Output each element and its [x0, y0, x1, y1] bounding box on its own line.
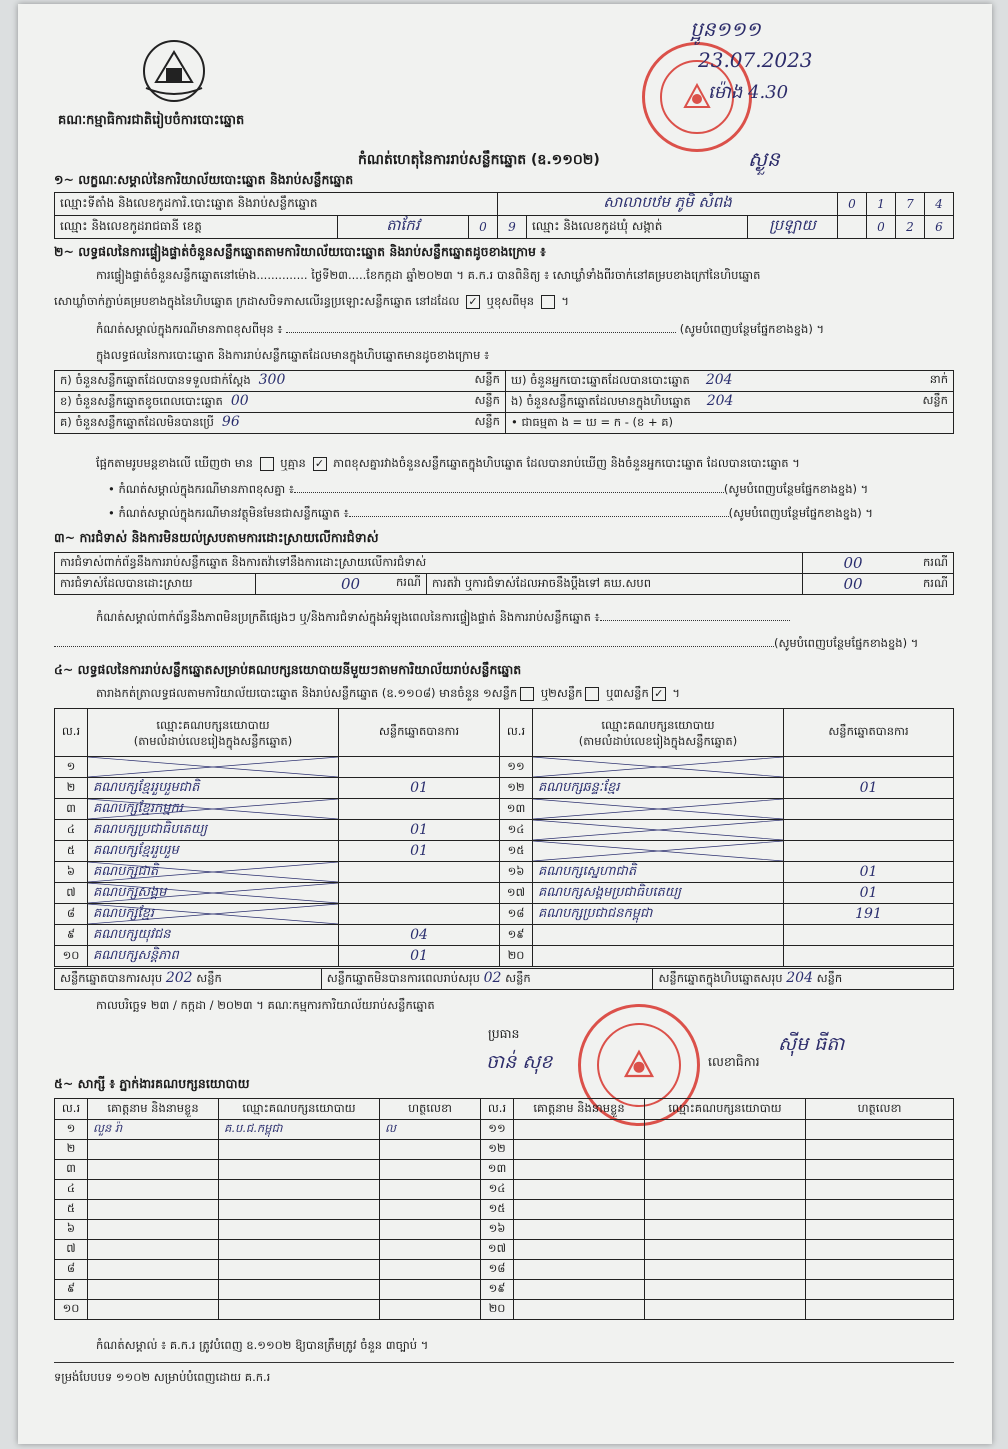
witness-signature [380, 1300, 481, 1320]
party-row [55, 757, 954, 778]
party-name [533, 946, 784, 967]
party-name [533, 862, 784, 883]
witness-party [219, 1260, 380, 1280]
party-row [55, 925, 954, 946]
witness-no: ៤ [55, 1180, 88, 1200]
party-row [55, 820, 954, 841]
witness-no: ៣ [55, 1160, 88, 1180]
province-code-1: 0 [468, 216, 497, 239]
party-name [533, 925, 784, 946]
party-row-no: ៣ [55, 799, 88, 820]
col-votes-left: សន្លឹកឆ្នោតបានការ [339, 709, 500, 757]
witness-name [88, 1260, 219, 1280]
commune-code-1: 0 [867, 216, 896, 239]
party-votes: 01 [339, 820, 500, 841]
party-name [88, 904, 339, 925]
party-name-text: គណបក្សសង្គម [93, 884, 167, 900]
witness-no: ១៦ [481, 1220, 514, 1240]
party-row-no: ៩ [55, 925, 88, 946]
spoiled-label: ខ) ចំនួនសន្លឹកឆ្នោតខូចពេលបោះឆ្នោត 00 សន្លឹក [55, 392, 506, 413]
party-votes: 01 [339, 841, 500, 862]
w-col-sign-left: ហត្ថលេខា [380, 1099, 481, 1120]
footer-divider [54, 1362, 954, 1363]
difference-note [96, 322, 956, 339]
form-title: កំណត់ហេតុនៃការរាប់សន្លឹកឆ្នោត (ឧ.១១០២) [358, 152, 600, 168]
witness-row [55, 1180, 954, 1200]
witness-name [88, 1220, 219, 1240]
party-row-no: ២ [55, 778, 88, 799]
party-row-no: ១៩ [500, 925, 533, 946]
party-name [533, 799, 784, 820]
witness-party [219, 1200, 380, 1220]
bullet-foreign-object: • កំណត់សម្គាល់ក្នុងករណីមានវត្ថុមិនមែនជាសន្លឹកឆ្នោត ៖ (សូមបំពេញបន្ថែមផ្នែកខាងខ្នង) ។ [108, 506, 873, 520]
witness-no: ៦ [55, 1220, 88, 1240]
party-votes [339, 883, 500, 904]
witness-party [645, 1240, 806, 1260]
witness-party [645, 1300, 806, 1320]
party-row [55, 883, 954, 904]
difference-note-label: កំណត់សម្គាល់ក្នុងករណីមានភាពខុសពីមុន ៖ [96, 322, 283, 336]
party-row-no: ៧ [55, 883, 88, 904]
party-name-text: គណបក្សប្រជាជនកម្ពុជា [538, 905, 653, 921]
party-row-no: ២០ [500, 946, 533, 967]
results-intro: ក្នុងលទ្ធផលនៃការបោះឆ្នោត និងការរាប់សន្លឹកឆ្នោតដែលមានក្នុងហិបឆ្នោតមានដូចខាងក្រោម ៖ [96, 348, 490, 362]
witness-row [55, 1160, 954, 1180]
witness-row [55, 1260, 954, 1280]
party-name [88, 862, 339, 883]
witness-no: ២០ [481, 1300, 514, 1320]
station-code-2: 1 [867, 193, 896, 216]
party-row-no: ១៨ [500, 904, 533, 925]
party-votes: 01 [339, 946, 500, 967]
party-name [88, 799, 339, 820]
total-valid-cell: សន្លឹកឆ្នោតបានការសរុប 202 សន្លឹក [55, 969, 322, 990]
party-name [533, 841, 784, 862]
party-name-text: គណបក្សប្រជាធិបតេយ្យ [93, 821, 208, 837]
witness-name [88, 1180, 219, 1200]
witness-signature [380, 1180, 481, 1200]
spoiled-value: 00 [230, 393, 249, 409]
party-votes: 01 [784, 862, 954, 883]
has-difference-checkbox[interactable] [260, 457, 274, 471]
one-sheet-checkbox[interactable] [520, 687, 534, 701]
witness-signature [380, 1160, 481, 1180]
witness-party [645, 1200, 806, 1220]
party-name [88, 925, 339, 946]
witness-name [514, 1240, 645, 1260]
witness-party [219, 1220, 380, 1240]
w-col-no-right: ល.រ [481, 1099, 514, 1120]
party-name [533, 778, 784, 799]
party-votes: 01 [339, 778, 500, 799]
secretary-label: លេខាធិការ [708, 1054, 760, 1069]
witness-name [514, 1300, 645, 1320]
witness-name [514, 1260, 645, 1280]
commune-code-2: 2 [896, 216, 925, 239]
objection-total-unit: ករណី [903, 553, 954, 574]
party-row-no: ៥ [55, 841, 88, 862]
party-name [88, 841, 339, 862]
witness-party [645, 1280, 806, 1300]
witness-signature [806, 1140, 954, 1160]
verify-paragraph-2-text: សោឃ្លាំចាក់ភ្ជាប់គម្របខាងក្នុងនៃហិបឆ្នោត ក្រដាសបិទភាសលើរន្ធប្រឡោះសន្លឹកឆ្នោត នៅដដែល [54, 294, 460, 308]
witness-no: ១៧ [481, 1240, 514, 1260]
party-row [55, 778, 954, 799]
party-name-text: គណបក្សសង្គមប្រជាធិបតេយ្យ [538, 884, 682, 900]
unused-label: គ) ចំនួនសន្លឹកឆ្នោតដែលមិនបានប្រើ 96 សន្លឹក [55, 413, 506, 434]
party-row-no: ៦ [55, 862, 88, 883]
witness-row [55, 1220, 954, 1240]
appeal-value: 00 [803, 574, 904, 595]
handwritten-receipt-date: 23.07.2023 [698, 48, 813, 72]
objection-total-value: 00 [803, 553, 904, 574]
witness-party [645, 1160, 806, 1180]
witness-signature [380, 1280, 481, 1300]
objection-total-label: ការជំទាស់ពាក់ព័ន្ធនឹងការរាប់សន្លឹកឆ្នោត និងការតវ៉ាទៅនឹងការដោះស្រាយលើការជំទាស់ [55, 553, 803, 574]
witness-no: ២ [55, 1140, 88, 1160]
party-name-text: គណបក្សសន្តិភាព [93, 947, 179, 963]
witness-signature [806, 1200, 954, 1220]
party-name-text: គណបក្សឆន្ទៈខ្មែរ [538, 779, 620, 795]
party-name-text: គណបក្សយុវជន [93, 926, 171, 942]
changed-label: ឬខុសពីមុន [486, 294, 535, 308]
ballot-count-table [54, 370, 954, 434]
province-value: តាកែវ [337, 216, 468, 239]
unchanged-checkbox[interactable]: ✓ [466, 295, 480, 309]
party-name-text: គណបក្សខ្មែរកម្មករ [93, 800, 183, 816]
witness-row [55, 1120, 954, 1140]
witness-signature [806, 1240, 954, 1260]
party-votes [339, 904, 500, 925]
witness-no: ៨ [55, 1260, 88, 1280]
witness-signature [806, 1120, 954, 1140]
party-votes: 04 [339, 925, 500, 946]
witness-signature [806, 1220, 954, 1240]
received-label: ក) ចំនួនសន្លឹកឆ្នោតដែលបានទទួលជាក់ស្តែង 300 សន្លឹក [55, 371, 506, 392]
w-col-no-left: ល.រ [55, 1099, 88, 1120]
party-name-text: គណបក្សស្នេហាជាតិ [538, 863, 637, 879]
witness-name [514, 1120, 645, 1140]
witness-row [55, 1140, 954, 1160]
party-name-text: គណបក្សខ្មែររួបរួម [93, 842, 179, 858]
nec-emblem-icon [136, 38, 212, 104]
witness-signature [380, 1220, 481, 1240]
party-row [55, 841, 954, 862]
unused-value: 96 [221, 414, 240, 430]
voters-label: ឃ) ចំនួនអ្នកបោះឆ្នោតដែលបានបោះឆ្នោត 204 នាក់ [506, 371, 954, 392]
party-votes [784, 799, 954, 820]
secretary-signature: ស៊ីម ធីតា [778, 1033, 845, 1055]
party-row-no: ១ [55, 757, 88, 778]
resolved-value: 00 [341, 575, 361, 593]
party-votes [784, 757, 954, 778]
witness-signature [806, 1160, 954, 1180]
witness-row [55, 1200, 954, 1220]
in-box-value: 204 [706, 393, 734, 409]
witness-party [645, 1180, 806, 1200]
w-col-party-left: ឈ្មោះគណបក្សនយោបាយ [219, 1099, 380, 1120]
party-row-no: ១១ [500, 757, 533, 778]
party-row-no: ១៤ [500, 820, 533, 841]
party-votes [784, 925, 954, 946]
witness-party [219, 1180, 380, 1200]
witness-name [88, 1160, 219, 1180]
witness-party [645, 1120, 806, 1140]
party-row-no: ១៥ [500, 841, 533, 862]
chair-signature: ចាន់ សុខ [486, 1051, 553, 1073]
w-col-party-right: ឈ្មោះគណបក្សនយោបាយ [645, 1099, 806, 1120]
total-box-cell: សន្លឹកឆ្នោតក្នុងហិបឆ្នោតសរុប 204 សន្លឹក [653, 969, 954, 990]
commune-value: ប្រឡាយ [747, 216, 837, 239]
party-row-no: ៤ [55, 820, 88, 841]
party-results-table [54, 708, 954, 967]
witness-party [645, 1220, 806, 1240]
witness-party [219, 1160, 380, 1180]
party-votes [784, 820, 954, 841]
party-name [533, 904, 784, 925]
province-code-2: 9 [497, 216, 526, 239]
commune-code-3: 6 [925, 216, 954, 239]
witness-name [88, 1200, 219, 1220]
witness-party [645, 1140, 806, 1160]
party-name [533, 757, 784, 778]
party-votes [339, 862, 500, 883]
witness-row [55, 1300, 954, 1320]
witness-no: ៩ [55, 1280, 88, 1300]
party-votes: 01 [784, 883, 954, 904]
witness-name [88, 1240, 219, 1260]
chair-label: ប្រធាន [488, 1026, 520, 1041]
party-row [55, 862, 954, 883]
three-sheet-checkbox[interactable]: ✓ [652, 687, 666, 701]
difference-note-tail: (សូមបំពេញបន្ថែមផ្នែកខាងខ្នង) ។ [679, 322, 825, 336]
party-name [533, 820, 784, 841]
party-votes [339, 799, 500, 820]
witness-signature [380, 1200, 481, 1220]
witness-party [645, 1260, 806, 1280]
total-box-value: 204 [786, 970, 813, 986]
witness-no: ៧ [55, 1240, 88, 1260]
bullet-difference: • កំណត់សម្គាល់ក្នុងករណីមានភាពខុសគ្នា ៖ (សូមបំពេញបន្ថែមផ្នែកខាងខ្នង) ។ [108, 482, 869, 496]
witness-party [219, 1240, 380, 1260]
changed-checkbox[interactable] [541, 295, 555, 309]
party-row-no: ១២ [500, 778, 533, 799]
station-code-1: 0 [838, 193, 867, 216]
witness-party [219, 1280, 380, 1300]
party-votes: 191 [784, 904, 954, 925]
party-name [88, 883, 339, 904]
party-row-no: ១០ [55, 946, 88, 967]
objection-table: ការជំទាស់ពាក់ព័ន្ធនឹងការរាប់សន្លឹកឆ្នោត និងការតវ៉ាទៅនឹងការដោះស្រាយលើការជំទាស់ 00 ករណី ការជំទាស់ដែលបានដោះស្រាយ 00 ករណី ការតវ៉ា ឬការជំទាស់ដែលអាចនឹងប្តឹងទៅ គឃ.សបព 00 ករណី [54, 552, 954, 595]
signing-date-line: កាលបរិច្ឆេទ ២៣ / កក្កដា / ២០២៣ ។ គណៈកម្មការការិយាល័យរាប់សន្លឹកឆ្នោត [96, 998, 435, 1012]
two-sheet-checkbox[interactable] [585, 687, 599, 701]
w-col-name-right: គោត្តនាម និងនាមខ្លួន [514, 1099, 645, 1120]
station-code-3: 7 [896, 193, 925, 216]
in-box-label: ង) ចំនួនសន្លឹកឆ្នោតដែលមានក្នុងហិបឆ្នោត 204 សន្លឹក [506, 392, 954, 413]
w-col-sign-right: ហត្ថលេខា [806, 1099, 954, 1120]
witness-name [88, 1280, 219, 1300]
party-name [533, 883, 784, 904]
party-row [55, 904, 954, 925]
province-label: ឈ្មោះ និងលេខកូដរាជធានី ខេត្ត [55, 216, 338, 239]
party-votes [784, 946, 954, 967]
section1-heading: ១~ លក្ខណៈសម្គាល់នៃការិយាល័យបោះឆ្នោត និងរាប់សន្លឹកឆ្នោត [54, 172, 354, 187]
party-name-text: គណបក្សជាតិ [93, 863, 159, 879]
witness-party [219, 1300, 380, 1320]
party-totals-row [54, 968, 954, 990]
witness-no: ១៣ [481, 1160, 514, 1180]
witness-signature [806, 1300, 954, 1320]
witness-no: ១១ [481, 1120, 514, 1140]
handwritten-receipt-sign: ស្ងួន [748, 147, 780, 171]
witness-name: លួន រ៉ា [88, 1120, 219, 1140]
total-invalid-value: 02 [483, 970, 502, 986]
section4-intro: តារាងកត់ត្រាលទ្ធផលតាមការិយាល័យបោះឆ្នោត និងរាប់សន្លឹកឆ្នោត (ឧ.១១០៨) មានចំនួន ១សន្លឹក ឬ២សន្លឹក ឬ៣សន្លឹក ✓ ។ [96, 686, 681, 700]
station-value: សាលាបឋម ភូមិ សំពង [497, 193, 837, 216]
party-votes [784, 841, 954, 862]
section2-heading: ២~ លទ្ធផលនៃការផ្ទៀងផ្ទាត់ចំនួនសន្លឹកឆ្នោតតាមការិយាល័យបោះឆ្នោត និងរាប់សន្លឹកឆ្នោតដូចខាងក្រោម ៖ [54, 244, 546, 259]
voters-value: 204 [705, 372, 733, 388]
witness-signature [806, 1260, 954, 1280]
party-row-no: ១៣ [500, 799, 533, 820]
form-sheet [18, 4, 992, 1444]
party-name [88, 757, 339, 778]
station-label: ឈ្មោះទីតាំង និងលេខកូដការិ.បោះឆ្នោត និងរាប់សន្លឹកឆ្នោត [55, 193, 498, 216]
party-name [88, 778, 339, 799]
w-col-name-left: គោត្តនាម និងនាមខ្លួន [88, 1099, 219, 1120]
total-valid-value: 202 [165, 970, 193, 986]
witness-no: ១៩ [481, 1280, 514, 1300]
section3-heading: ៣~ ការជំទាស់ និងការមិនយល់ស្របតាមការដោះស្រាយលើការជំទាស់ [54, 530, 379, 545]
org-name: គណៈកម្មាធិការជាតិរៀបចំការបោះឆ្នោត [58, 113, 245, 128]
footnote: កំណត់សម្គាល់ ៖ គ.ក.រ ត្រូវបំពេញ ឧ.១១០២ ឱ្យបានត្រឹមត្រូវ ចំនួន ៣ច្បាប់ ។ [96, 1338, 429, 1352]
witness-signature: ល [380, 1120, 481, 1140]
witness-name [88, 1140, 219, 1160]
col-party-right: ឈ្មោះគណបក្សនយោបាយ (តាមលំដាប់លេខរៀងក្នុងសន្លឹកឆ្នោត) [533, 709, 784, 757]
appeal-unit: ករណី [903, 574, 954, 595]
witness-party: គ.ប.ជ.កម្ពុជា [219, 1120, 380, 1140]
appeal-label: ការតវ៉ា ឬការជំទាស់ដែលអាចនឹងប្តឹងទៅ គឃ.សបព [427, 574, 803, 595]
irregularity-note-line2: (សូមបំពេញបន្ថែមផ្នែកខាងខ្នង) ។ [54, 636, 918, 653]
verify-paragraph-1: ការផ្ទៀងផ្ទាត់ចំនួនសន្លឹកឆ្នោតនៅម៉ោង.............. ថ្ងៃទី២៣.....ខែកក្កដា ឆ្នាំ២០២៣ ។ គ.ក.រ បានពិនិត្យ ៖ សោឃ្លាំទាំងពីរចាក់នៅគម្របខាងក្រៅនៃហិបឆ្នោត [96, 268, 761, 282]
witness-signature [380, 1240, 481, 1260]
section5-heading: ៥~ សាក្សី ៖ ភ្នាក់ងារគណបក្សនយោបាយ [54, 1076, 250, 1091]
party-row-no: ១៧ [500, 883, 533, 904]
party-row [55, 946, 954, 967]
witness-no: ១ [55, 1120, 88, 1140]
witness-no: ១២ [481, 1140, 514, 1160]
witness-name [514, 1160, 645, 1180]
no-difference-checkbox[interactable]: ✓ [313, 457, 327, 471]
witness-no: ១០ [55, 1300, 88, 1320]
section1-table [54, 192, 954, 239]
witness-name [88, 1300, 219, 1320]
verify-paragraph-2: សោឃ្លាំចាក់ភ្ជាប់គម្របខាងក្នុងនៃហិបឆ្នោត ក្រដាសបិទភាសលើរន្ធប្រឡោះសន្លឹកឆ្នោត នៅដដែល ✓ ឬខុសពីមុន ។ [54, 294, 569, 308]
witness-no: ៥ [55, 1200, 88, 1220]
irregularity-note: កំណត់សម្គាល់ពាក់ព័ន្ធនឹងភាពមិនប្រក្រតីផ្សេងៗ ឬ/និងការជំទាស់ក្នុងអំឡុងពេលនៃការផ្ទៀងផ្ទាត់ និងការរាប់សន្លឹកឆ្នោត ៖ [96, 610, 790, 627]
witness-party [219, 1140, 380, 1160]
col-party-left: ឈ្មោះគណបក្សនយោបាយ (តាមលំដាប់លេខរៀងក្នុងសន្លឹកឆ្នោត) [88, 709, 339, 757]
party-name [88, 946, 339, 967]
party-name-text: គណបក្សខ្មែររួបរួមជាតិ [93, 779, 200, 795]
commune-label: ឈ្មោះ និងលេខកូដឃុំ សង្កាត់ [526, 216, 747, 239]
witness-table [54, 1098, 954, 1320]
party-name [88, 820, 339, 841]
col-no-left: ល.រ [55, 709, 88, 757]
form-footer: ទម្រង់បែបបទ ១១០២ សម្រាប់បំពេញដោយ គ.ក.រ [54, 1370, 271, 1384]
witness-signature [380, 1260, 481, 1280]
party-name-text: គណបក្សខ្មែរ [93, 905, 155, 921]
witness-name [514, 1220, 645, 1240]
witness-row [55, 1240, 954, 1260]
party-votes: 01 [784, 778, 954, 799]
witness-row [55, 1280, 954, 1300]
total-invalid-cell: សន្លឹកឆ្នោតមិនបានការពេលរាប់សរុប 02 សន្លឹក [321, 969, 653, 990]
witness-signature [806, 1280, 954, 1300]
col-no-right: ល.រ [500, 709, 533, 757]
received-value: 300 [258, 372, 286, 388]
witness-no: ១៨ [481, 1260, 514, 1280]
witness-name [514, 1280, 645, 1300]
handwritten-receipt-time: ម៉ោង 4.30 [708, 82, 789, 103]
witness-name [514, 1200, 645, 1220]
witness-signature [806, 1180, 954, 1200]
witness-no: ១៥ [481, 1200, 514, 1220]
formula-note: • ជាធម្មតា ង = ឃ = ក - (ខ + គ) [506, 413, 954, 434]
party-row-no: ១៦ [500, 862, 533, 883]
section4-heading: ៤~ លទ្ធផលនៃការរាប់សន្លឹកឆ្នោតសម្រាប់គណបក្សនយោបាយនីមួយៗតាមការិយាល័យរាប់សន្លឹកឆ្នោត [54, 662, 522, 677]
difference-check-line: ផ្អែកតាមរូបមន្តខាងលើ ឃើញថា មាន ឬគ្មាន ✓ ភាពខុសគ្នារវាងចំនួនសន្លឹកឆ្នោតក្នុងហិបឆ្នោត ដែលបានរាប់ឃើញ និងចំនួនអ្នកបោះឆ្នោត ដែលបានបោះឆ្នោត ។ [96, 456, 800, 470]
witness-signature [380, 1140, 481, 1160]
witness-name [514, 1140, 645, 1160]
witness-name [514, 1180, 645, 1200]
witness-no: ១៤ [481, 1180, 514, 1200]
party-row [55, 799, 954, 820]
station-code-4: 4 [925, 193, 954, 216]
col-votes-right: សន្លឹកឆ្នោតបានការ [784, 709, 954, 757]
handwritten-receipt-number: ប្អូន​១១១ [690, 17, 761, 41]
resolved-label: ការជំទាស់ដែលបានដោះស្រាយ [55, 574, 256, 595]
party-votes [339, 757, 500, 778]
party-row-no: ៨ [55, 904, 88, 925]
